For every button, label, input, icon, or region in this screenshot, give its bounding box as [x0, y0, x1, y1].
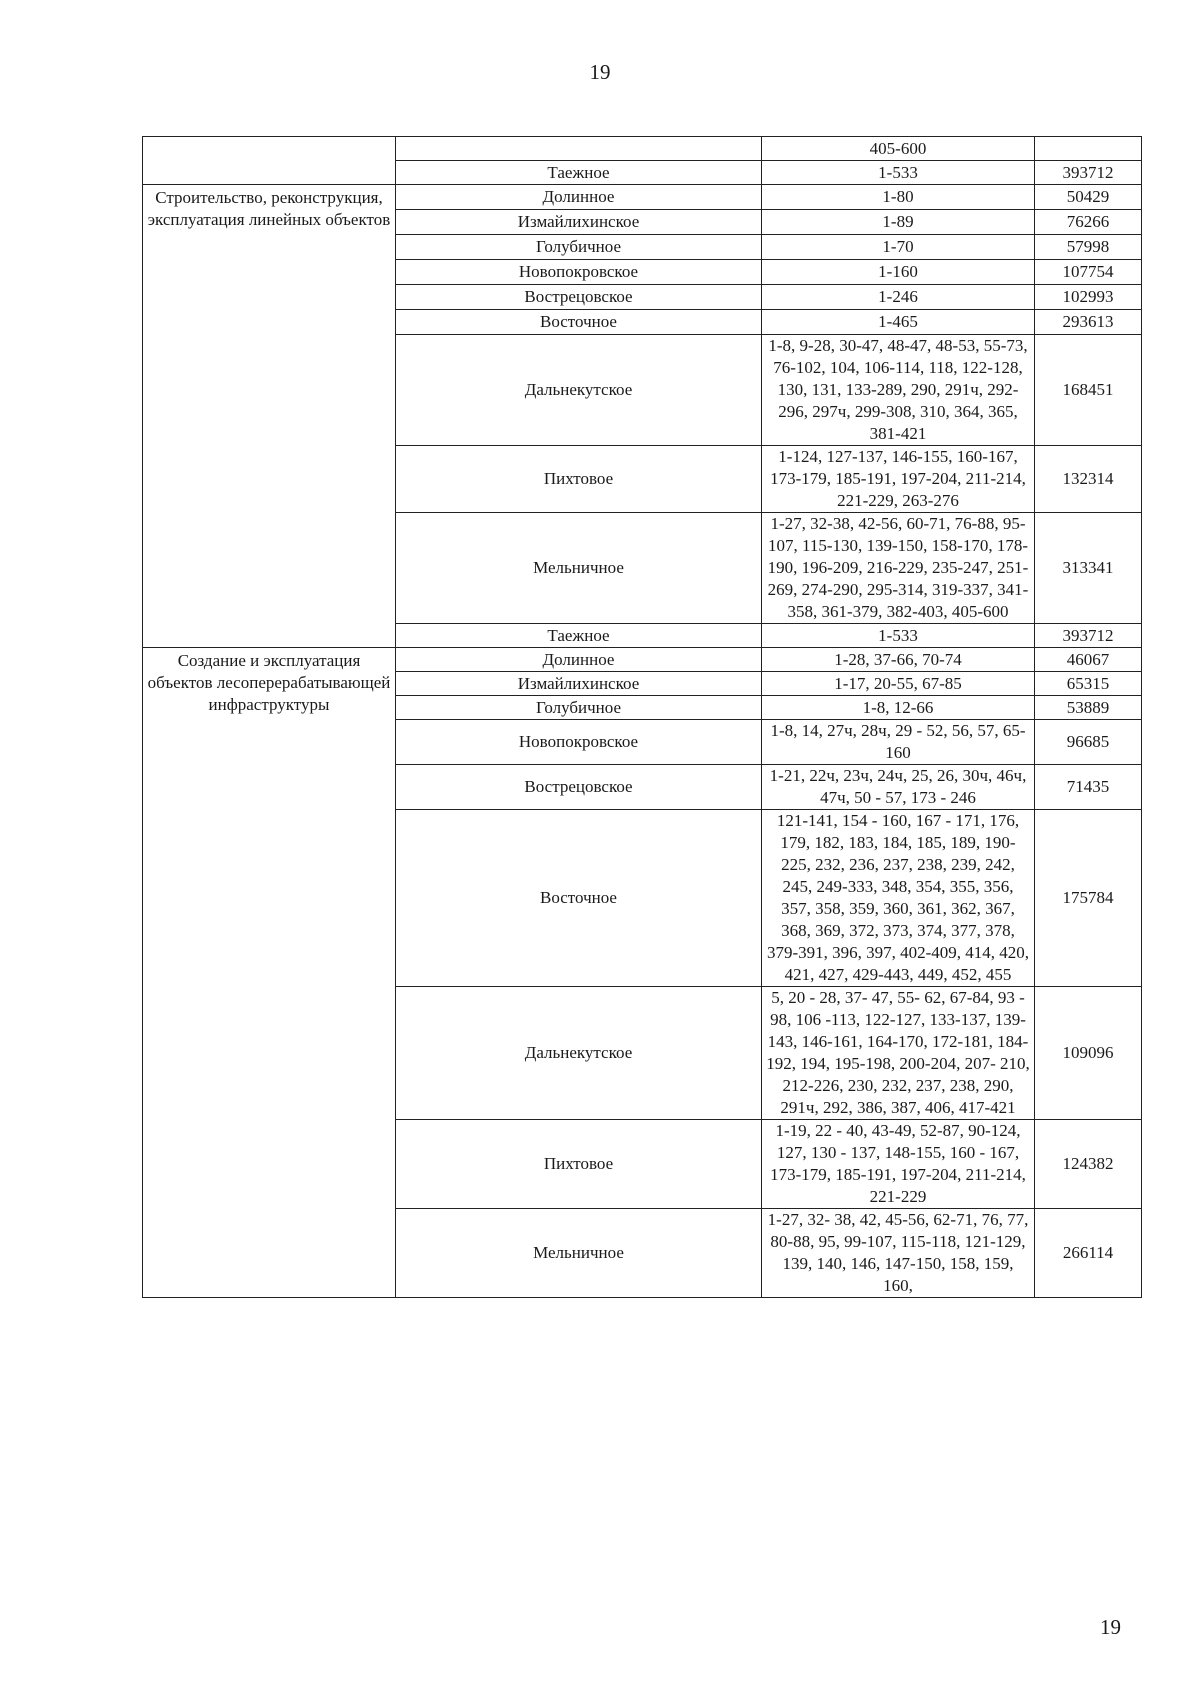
forestry-cell: Пихтовое — [396, 1120, 762, 1209]
quarters-cell: 1-89 — [762, 210, 1035, 235]
quarters-cell: 121-141, 154 - 160, 167 - 171, 176, 179, 182, 183, 184, 185, 189, 190-225, 232, 236, 237, 238, 239, 242, 245, 249-333, 348, 354, 355, 356, 357, 358, 359, 360, 361, 362, 367, 368, 369, 372, 373, 374, 377, 378, 379-391, 396, 397, 402-409, 414, 420, 421, 427, 429-443, 449, 452, 455 — [762, 810, 1035, 987]
activity-cell — [143, 137, 396, 185]
area-cell: 53889 — [1035, 696, 1142, 720]
page-number-top: 19 — [589, 60, 611, 84]
quarters-cell: 1-27, 32- 38, 42, 45-56, 62-71, 76, 77, 80-88, 95, 99-107, 115-118, 121-129, 139, 140, 146, 147-150, 158, 159, 160, — [762, 1209, 1035, 1298]
forestry-cell: Таежное — [396, 624, 762, 648]
quarters-cell: 1-8, 12-66 — [762, 696, 1035, 720]
quarters-cell: 1-70 — [762, 235, 1035, 260]
forestry-cell: Измайлихинское — [396, 672, 762, 696]
area-cell: 124382 — [1035, 1120, 1142, 1209]
quarters-cell: 1-8, 9-28, 30-47, 48-47, 48-53, 55-73, 76-102, 104, 106-114, 118, 122-128, 130, 131, 133-289, 290, 291ч, 292-296, 297ч, 299-308, 310, 364, 365, 381-421 — [762, 335, 1035, 446]
area-cell: 46067 — [1035, 648, 1142, 672]
quarters-cell: 1-17, 20-55, 67-85 — [762, 672, 1035, 696]
forestry-cell: Восточное — [396, 810, 762, 987]
quarters-cell: 1-533 — [762, 624, 1035, 648]
area-cell: 76266 — [1035, 210, 1142, 235]
quarters-cell: 1-28, 37-66, 70-74 — [762, 648, 1035, 672]
forestry-cell: Вострецовское — [396, 765, 762, 810]
quarters-cell: 1-465 — [762, 310, 1035, 335]
quarters-cell: 405-600 — [762, 137, 1035, 161]
quarters-cell: 1-19, 22 - 40, 43-49, 52-87, 90-124, 127, 130 - 137, 148-155, 160 - 167, 173-179, 185-191, 197-204, 211-214, 221-229 — [762, 1120, 1035, 1209]
forestry-cell: Мельничное — [396, 513, 762, 624]
forestry-cell: Голубичное — [396, 235, 762, 260]
forestry-cell: Голубичное — [396, 696, 762, 720]
forestry-cell: Таежное — [396, 161, 762, 185]
table-row — [143, 137, 1142, 161]
area-cell: 293613 — [1035, 310, 1142, 335]
forestry-cell: Восточное — [396, 310, 762, 335]
forestry-cell: Мельничное — [396, 1209, 762, 1298]
table-row — [143, 648, 1142, 672]
page-number-bottom: 19 — [1100, 1615, 1121, 1639]
area-cell: 313341 — [1035, 513, 1142, 624]
quarters-cell: 1-27, 32-38, 42-56, 60-71, 76-88, 95-107, 115-130, 139-150, 158-170, 178-190, 196-209, 216-229, 235-247, 251-269, 274-290, 295-314, 319-337, 341-358, 361-379, 382-403, 405-600 — [762, 513, 1035, 624]
area-cell: 102993 — [1035, 285, 1142, 310]
area-cell: 393712 — [1035, 624, 1142, 648]
quarters-cell: 1-246 — [762, 285, 1035, 310]
activity-cell: Строительство, реконструкция, эксплуатация линейных объектов — [143, 185, 396, 648]
area-cell: 109096 — [1035, 987, 1142, 1120]
area-cell: 132314 — [1035, 446, 1142, 513]
quarters-cell: 1-8, 14, 27ч, 28ч, 29 - 52, 56, 57, 65-160 — [762, 720, 1035, 765]
forestry-cell: Долинное — [396, 185, 762, 210]
forestry-cell: Новопокровское — [396, 720, 762, 765]
area-cell: 266114 — [1035, 1209, 1142, 1298]
area-cell: 168451 — [1035, 335, 1142, 446]
area-cell: 65315 — [1035, 672, 1142, 696]
forestry-cell: Дальнекутское — [396, 987, 762, 1120]
forestry-cell: Пихтовое — [396, 446, 762, 513]
area-cell: 57998 — [1035, 235, 1142, 260]
quarters-cell: 1-124, 127-137, 146-155, 160-167, 173-179, 185-191, 197-204, 211-214, 221-229, 263-276 — [762, 446, 1035, 513]
area-cell: 50429 — [1035, 185, 1142, 210]
forestry-cell: Новопокровское — [396, 260, 762, 285]
area-cell: 96685 — [1035, 720, 1142, 765]
area-cell: 71435 — [1035, 765, 1142, 810]
quarters-cell: 1-160 — [762, 260, 1035, 285]
forestry-cell — [396, 137, 762, 161]
quarters-cell: 1-533 — [762, 161, 1035, 185]
forest-quarters-table — [142, 136, 1142, 1298]
area-cell: 107754 — [1035, 260, 1142, 285]
quarters-cell: 5, 20 - 28, 37- 47, 55- 62, 67-84, 93 - 98, 106 -113, 122-127, 133-137, 139-143, 146-161, 164-170, 172-181, 184-192, 194, 195-198, 200-204, 207- 210, 212-226, 230, 232, 237, 238, 290, 291ч, 292, 386, 387, 406, 417-421 — [762, 987, 1035, 1120]
area-cell: 393712 — [1035, 161, 1142, 185]
forestry-cell: Долинное — [396, 648, 762, 672]
area-cell: 175784 — [1035, 810, 1142, 987]
forestry-cell: Измайлихинское — [396, 210, 762, 235]
table-row — [143, 185, 1142, 210]
quarters-cell: 1-21, 22ч, 23ч, 24ч, 25, 26, 30ч, 46ч, 47ч, 50 - 57, 173 - 246 — [762, 765, 1035, 810]
activity-cell: Создание и эксплуатация объектов лесоперерабатывающей инфраструктуры — [143, 648, 396, 1298]
forestry-cell: Дальнекутское — [396, 335, 762, 446]
area-cell — [1035, 137, 1142, 161]
quarters-cell: 1-80 — [762, 185, 1035, 210]
forestry-cell: Вострецовское — [396, 285, 762, 310]
